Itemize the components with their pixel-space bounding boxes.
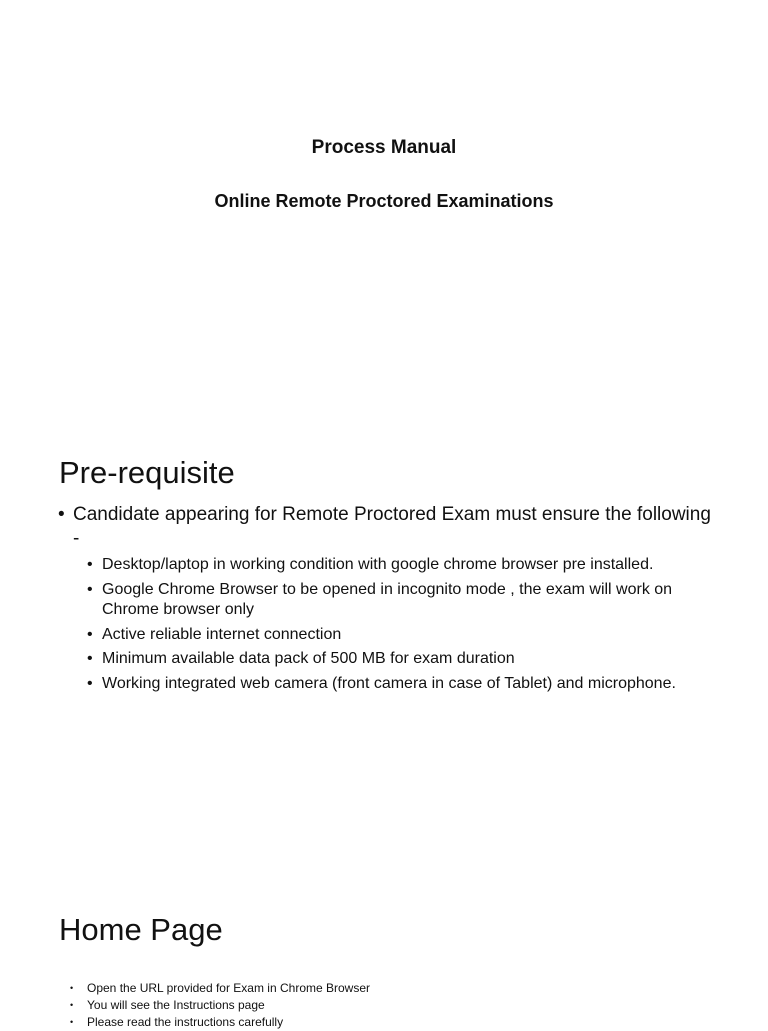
bullet-icon: • [70, 983, 74, 993]
home-page-list [70, 980, 710, 1031]
list-item [70, 1014, 710, 1031]
prerequisite-list [58, 503, 718, 698]
document-subtitle: Online Remote Proctored Examinations [214, 191, 554, 211]
list-item [87, 580, 718, 621]
title-slide [0, 0, 768, 430]
list-item-text: Open the URL provided for Exam in Chrome Browser [87, 981, 371, 995]
list-item [58, 503, 718, 694]
bullet-icon: • [70, 1000, 74, 1010]
list-item-text: You will see the Instructions page [87, 998, 265, 1012]
bullet-icon: • [87, 556, 93, 573]
list-item [87, 625, 718, 646]
list-item [70, 997, 710, 1014]
bullet-icon: • [58, 504, 65, 525]
list-item [87, 674, 718, 695]
requirement-list [87, 555, 718, 694]
list-item-text: Please read the instructions carefully [87, 1015, 284, 1029]
document-title: Process Manual [311, 137, 457, 158]
bullet-icon: • [87, 650, 93, 667]
prerequisite-heading: Pre-requisite [59, 455, 235, 490]
list-item-text: Google Chrome Browser to be opened in incognito mode , the exam will work on Chrome browser only [102, 580, 673, 618]
list-item-text: Working integrated web camera (front camera in case of Tablet) and microphone. [102, 674, 676, 692]
home-page-slide [0, 870, 768, 1029]
bullet-icon: • [70, 1017, 74, 1027]
list-item-text: Minimum available data pack of 500 MB for exam duration [102, 650, 515, 667]
home-page-heading: Home Page [59, 912, 223, 947]
bullet-icon: • [87, 580, 93, 598]
prerequisite-slide [0, 430, 768, 870]
list-item-text: Candidate appearing for Remote Proctored Exam must ensure the following - [73, 504, 711, 549]
list-item-text: Desktop/laptop in working condition with google chrome browser pre installed. [102, 556, 654, 573]
list-item [87, 649, 718, 670]
bullet-icon: • [87, 625, 93, 643]
bullet-icon: • [87, 674, 93, 692]
list-item-text: Active reliable internet connection [102, 625, 342, 643]
list-item [87, 555, 718, 576]
list-item [70, 980, 710, 997]
